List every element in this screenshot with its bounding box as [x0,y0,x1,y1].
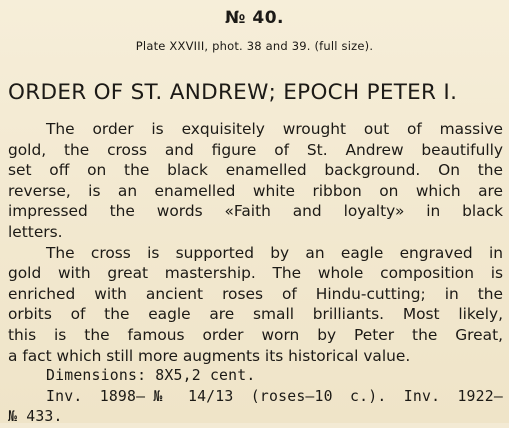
inventory-line: № 433. [8,408,63,426]
paragraph2-line: a fact which still more augments its historical value. [8,346,411,365]
plate-reference: Plate XXVIII, phot. 38 and 39. (full size). [135,39,374,53]
paragraph2-line: The cross is supported by an eagle engraved in [46,243,503,262]
paragraph1-line: letters. [8,222,63,241]
paragraph1-line: set off on the black enamelled background. On the [8,161,503,180]
paragraph1-line: reverse, is an enamelled white ribbon on which are [8,181,503,200]
paragraph2-line: enriched with ancient roses of Hindu-cutting; in the [8,284,503,303]
paragraph1-line: impressed the words «Faith and loyalty» in black [8,202,503,221]
paragraph1-line: gold, the cross and figure of St. Andrew beautifully [8,140,503,159]
entry-body [8,119,503,428]
inventory-line: Inv. 1898—№ 14/13 (roses—10 c.). Inv. 1922— [46,387,503,405]
dimensions-line: Dimensions: 8X5,2 cent. [46,367,256,385]
entry-title: ORDER OF ST. ANDREW; EPOCH PETER I. [8,80,458,105]
entry-number: № 40. [225,8,284,28]
paragraph2-line: this is the famous order worn by Peter the Great, [8,325,503,344]
paragraph2-line: orbits of the eagle are small brilliants. Most likely, [8,305,503,324]
paragraph2-line: gold with great mastership. The whole composition is [8,264,503,283]
paragraph1-line: The order is exquisitely wrought out of massive [46,120,503,138]
